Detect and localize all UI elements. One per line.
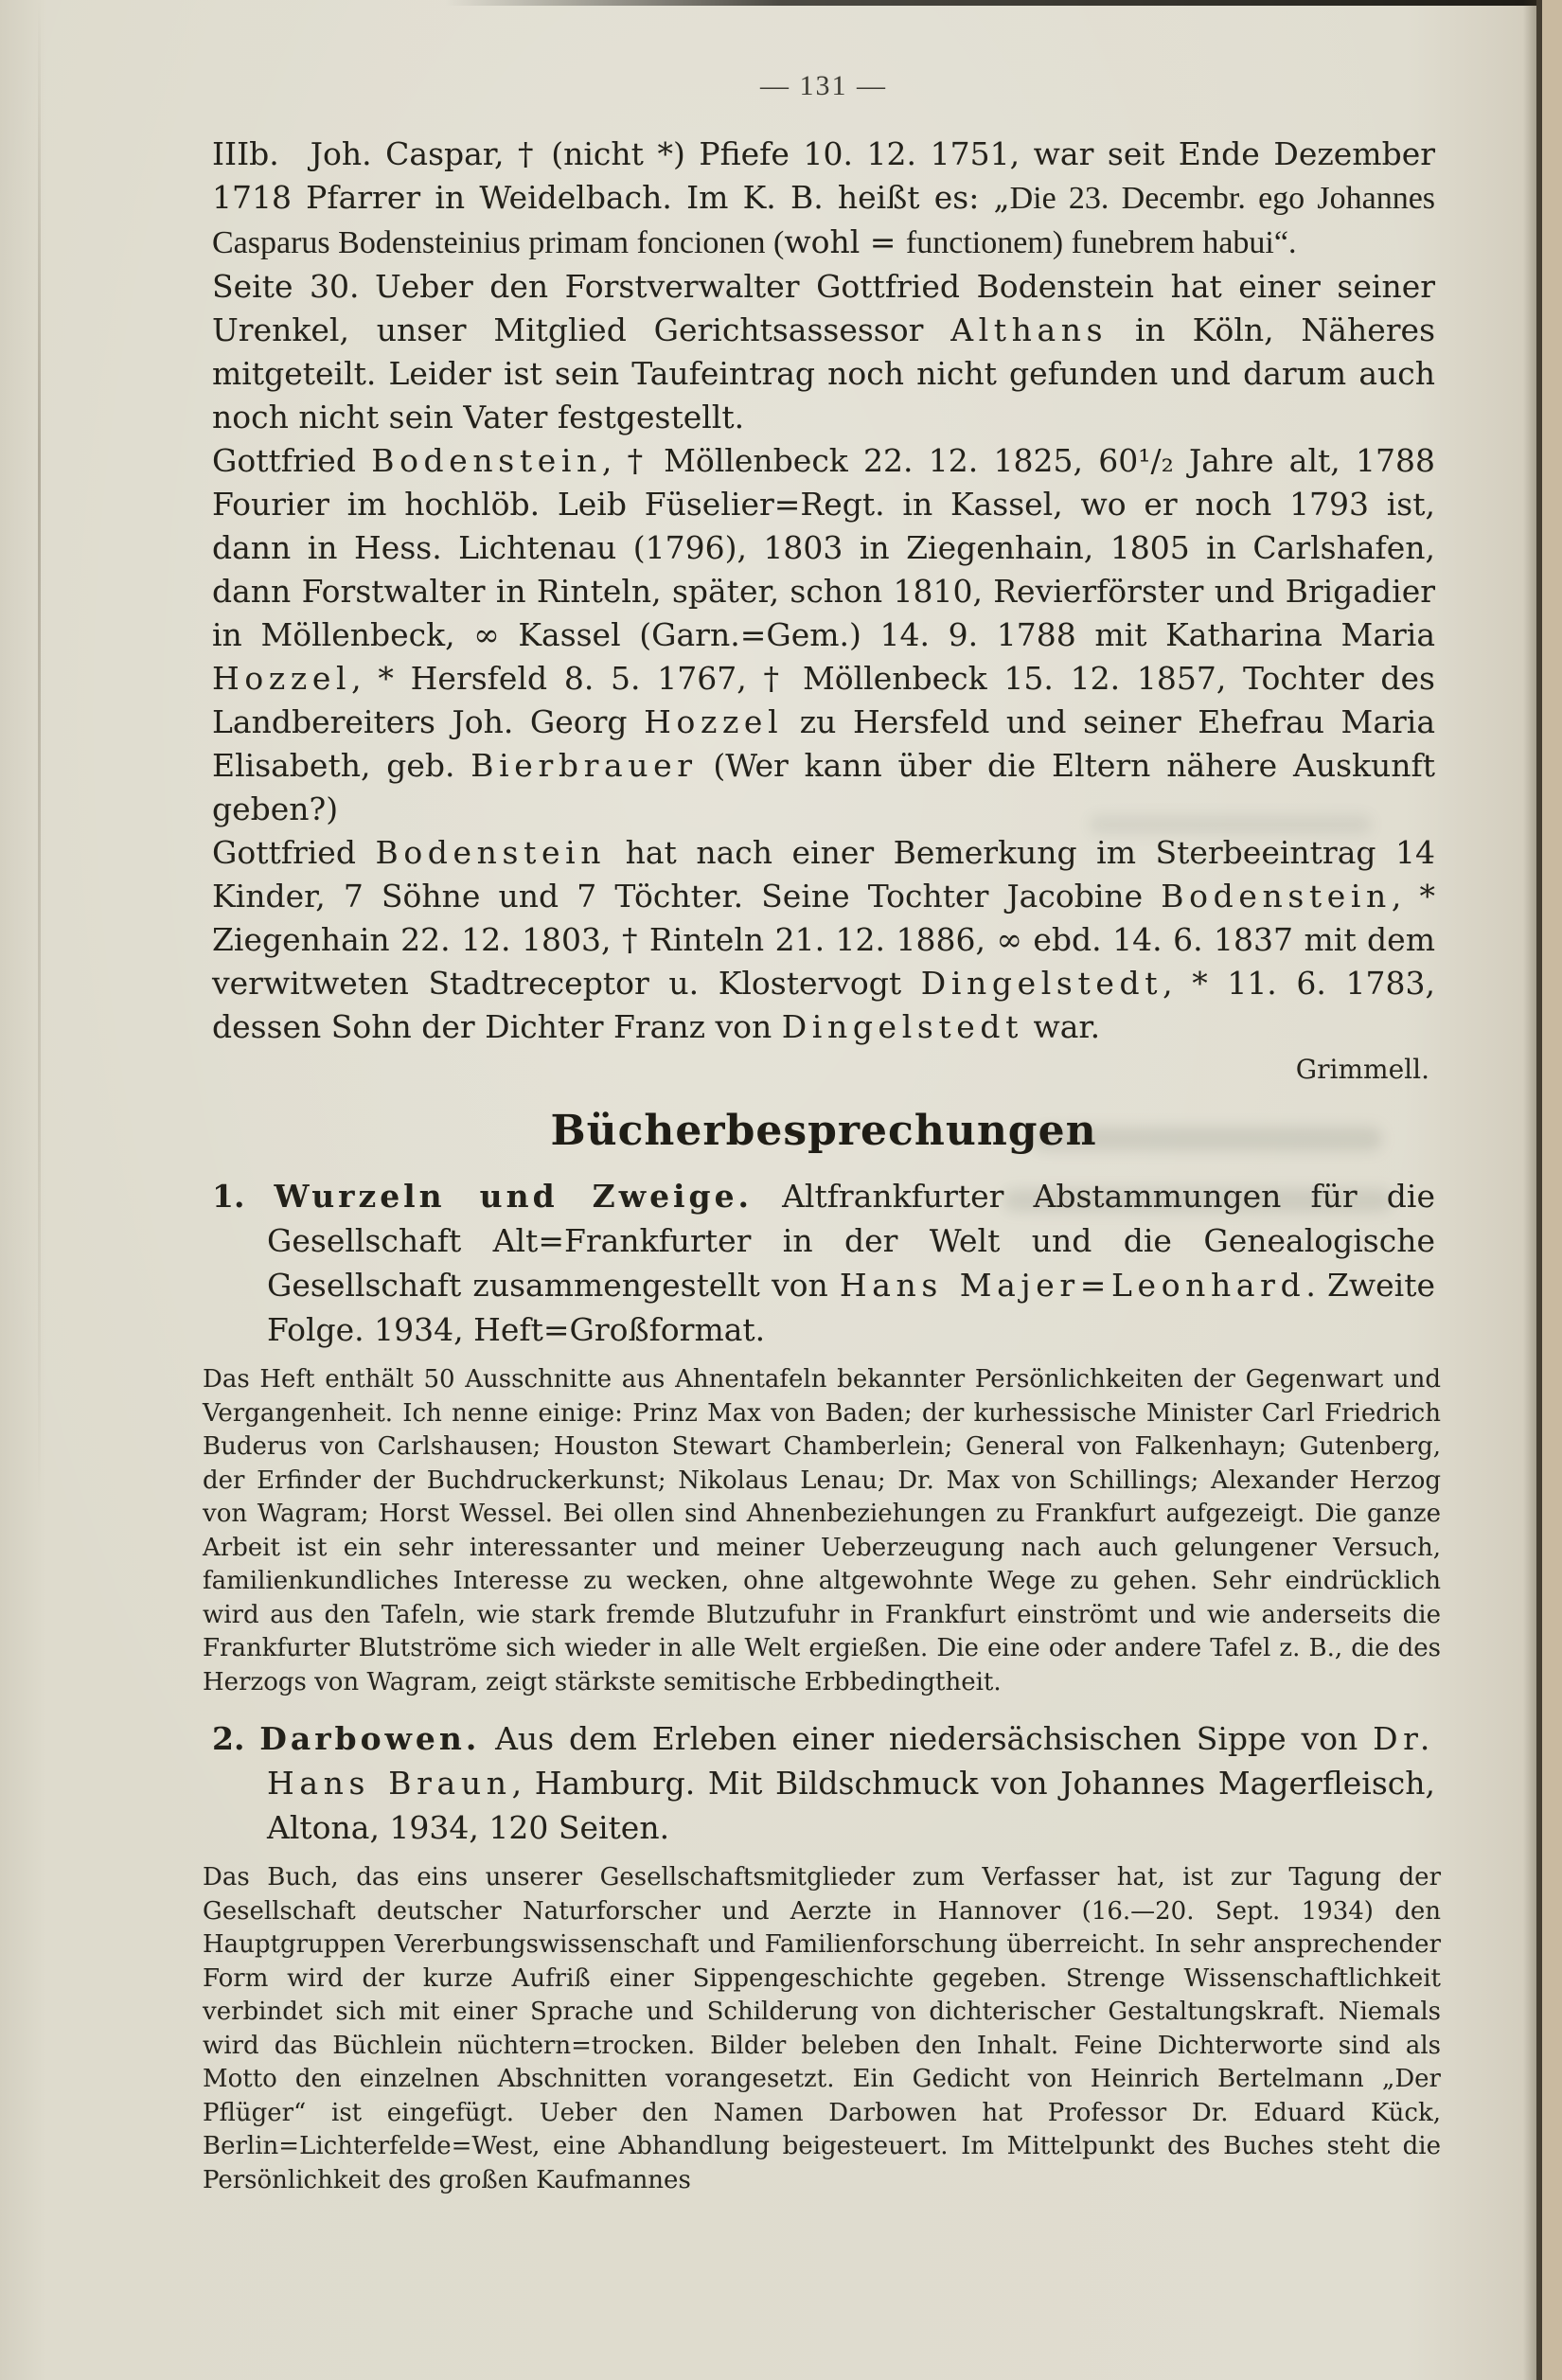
spaced-name-run: Hans Majer=Leonhard bbox=[839, 1267, 1306, 1304]
text-run: (Wer kann über die Eltern nähere Auskunft geben?) bbox=[212, 747, 1435, 827]
review-note-1: Das Heft enthält 50 Ausschnitte aus Ahnentafeln bekannter Persönlichkeiten der Gegenwart und Vergangenheit. Ich nenne einige: Prinz Max von Baden; der kurhessische Minister Carl Friedrich Buderus von Carlshausen; Houston Stewart Chamberlein; General von Falkenhayn; Gutenberg, der Erfinder der Buchdruckerkunst; Nikolaus Lenau; Dr. Max von Schillings; Alexander Herzog von Wagram; Horst Wessel. Bei ollen sind Ahnenbeziehungen zu Frankfurt aufgezeigt. Die ganze Arbeit ist ein sehr interessanter und meiner Ueberzeugung nach auch gelungener Versuch, familienkundliches Interesse zu wecken, ohne altgewohnte Wege zu gehen. Sehr eindrücklich wird aus den Tafeln, wie stark fremde Blutzufuhr in Frankfurt einströmt und wie anderseits die Frankfurter Blutströme sich wieder in alle Welt ergießen. Die eine oder andere Tafel z. B., die des Herzogs von Wagram, zeigt stärkste semitische Erbbedingtheit. bbox=[203, 1365, 1441, 1696]
article-paragraph-2 bbox=[212, 265, 1435, 439]
text-run: , * Ziegenhain 22. 12. 1803, † Rinteln 21. 12. 1886, ∞ ebd. 14. 6. 1837 mit dem verwitweten Stadtreceptor u. Klostervogt bbox=[212, 878, 1435, 1002]
spaced-name-run: Bodenstein bbox=[375, 834, 607, 871]
article-paragraph-4 bbox=[212, 831, 1435, 1049]
text-run: Aus dem Erleben einer niedersächsischen Sippe von bbox=[480, 1720, 1374, 1757]
review-title: Wurzeln und Zweige. bbox=[274, 1178, 753, 1215]
section-heading: Bücherbesprechungen bbox=[550, 1107, 1097, 1155]
latin-text-run: functionem) funebrem habui“. bbox=[905, 225, 1297, 260]
spaced-name-run: Dr. Hans Braun bbox=[267, 1720, 1435, 1802]
article-paragraph-1 bbox=[212, 133, 1435, 265]
review-item-1 bbox=[212, 1174, 1435, 1352]
reviewer-signature: Grimmell. bbox=[1295, 1054, 1429, 1085]
review-number: 2. bbox=[212, 1720, 245, 1757]
spaced-name-run: Hozzel bbox=[212, 660, 352, 697]
text-run: . Zweite Folge. 1934, Heft=Großformat. bbox=[267, 1267, 1436, 1348]
spaced-name-run: Dingelstedt bbox=[781, 1008, 1024, 1045]
text-run: wohl = bbox=[784, 223, 906, 260]
spaced-name-run: Bodenstein bbox=[1161, 878, 1392, 915]
article-paragraph-3 bbox=[212, 439, 1435, 831]
page-crease-left bbox=[38, 0, 41, 1515]
next-page-edge bbox=[1542, 0, 1562, 2380]
review-title: Darbowen. bbox=[259, 1720, 481, 1757]
text-run: in Köln, Näheres mitgeteilt. Leider ist sein Taufeintrag noch nicht gefunden und darum auch noch nicht sein Vater festgestellt. bbox=[212, 311, 1435, 435]
spaced-name-run: Althans bbox=[950, 311, 1109, 348]
page-edge-shadow bbox=[1523, 0, 1536, 2380]
text-run: Altfrankfurter Abstammungen für die Gesellschaft Alt=Frankfurter in der Welt und die Genealogische Gesellschaft zusammengestellt von bbox=[267, 1178, 1435, 1304]
spaced-name-run: Bodenstein bbox=[371, 442, 602, 479]
review-number: 1. bbox=[212, 1178, 245, 1215]
review-note-2: Das Buch, das eins unserer Gesellschaftsmitglieder zum Verfasser hat, ist zur Tagung der Gesellschaft deutscher Naturforscher und Aerzte in Hannover (16.—20. Sept. 1934) den Hauptgruppen Vererbungswissenschaft und Familienforschung überreicht. In sehr ansprechender Form wird der kurze Aufriß einer Sippengeschichte gegeben. Strenge Wissenschaftlichkeit verbindet sich mit einer Sprache und Schilderung von dichterischer Gestaltungskraft. Niemals wird das Büchlein nüchtern=trocken. Bilder beleben den Inhalt. Feine Dichterworte sind als Motto den einzelnen Abschnitten vorangesetzt. Ein Gedicht von Heinrich Bertelmann „Der Pflüger“ ist eingefügt. Ueber den Namen Darbowen hat Professor Dr. Eduard Kück, Berlin=Lichterfelde=West, eine Abhandlung beigesteuert. Im Mittelpunkt des Buches steht die Persönlichkeit des großen Kaufmannes bbox=[203, 1863, 1441, 2194]
spaced-name-run: Hozzel bbox=[644, 703, 784, 740]
text-run: , * 11. 6. 1783, dessen Sohn der Dichter Franz von bbox=[212, 965, 1435, 1045]
text-run: Gottfried bbox=[212, 834, 376, 871]
text-run: , † Möllenbeck 22. 12. 1825, 60¹/₂ Jahre alt, 1788 Fourier im hochlöb. Leib Füselier=Regt. in Kassel, wo er noch 1793 ist, dann in Hess. Lichtenau (1796), 1803 in Ziegenhain, 1805 in Carlshafen, dann Forstwalter in Rinteln, später, schon 1810, Revierförster und Brigadier in Möllenbeck, ∞ Kassel (Garn.=Gem.) 14. 9. 1788 mit Katharina Maria bbox=[212, 442, 1435, 653]
text-run: Seite 30. Ueber den Forstverwalter Gottfried Bodenstein hat einer seiner Urenkel, unser Mitglied Gerichtsassessor bbox=[212, 268, 1435, 348]
latin-text-run: Die 23. Decembr. ego Johannes Casparus Bodensteinius primam foncionen ( bbox=[212, 181, 1436, 260]
text-run: Gottfried bbox=[212, 442, 372, 479]
page-number: — 131 — bbox=[760, 70, 887, 101]
spaced-name-run: Bierbrauer bbox=[470, 747, 698, 784]
text-run: , * Hersfeld 8. 5. 1767, † Möllenbeck 15. 12. 1857, Tochter des Landbereiters Joh. Georg bbox=[212, 660, 1435, 740]
text-run: hat nach einer Bemerkung im Sterbeeintrag 14 Kinder, 7 Söhne und 7 Töchter. Seine Tochter Jacobine bbox=[212, 834, 1435, 915]
spaced-name-run: Dingelstedt bbox=[920, 965, 1163, 1002]
text-run: , Hamburg. Mit Bildschmuck von Johannes Magerfleisch, Altona, 1934, 120 Seiten. bbox=[267, 1765, 1435, 1846]
text-run: zu Hersfeld und seiner Ehefrau Maria Elisabeth, geb. bbox=[212, 703, 1435, 784]
text-column bbox=[203, 0, 1441, 2197]
review-item-2 bbox=[212, 1716, 1435, 1850]
text-run: IIIb. Joh. Caspar, † (nicht *) Pfiefe 10. 12. 1751, war seit Ende Dezember 1718 Pfarrer in Weidelbach. Im K. B. heißt es: „ bbox=[212, 135, 1435, 216]
text-run: war. bbox=[1023, 1008, 1101, 1045]
